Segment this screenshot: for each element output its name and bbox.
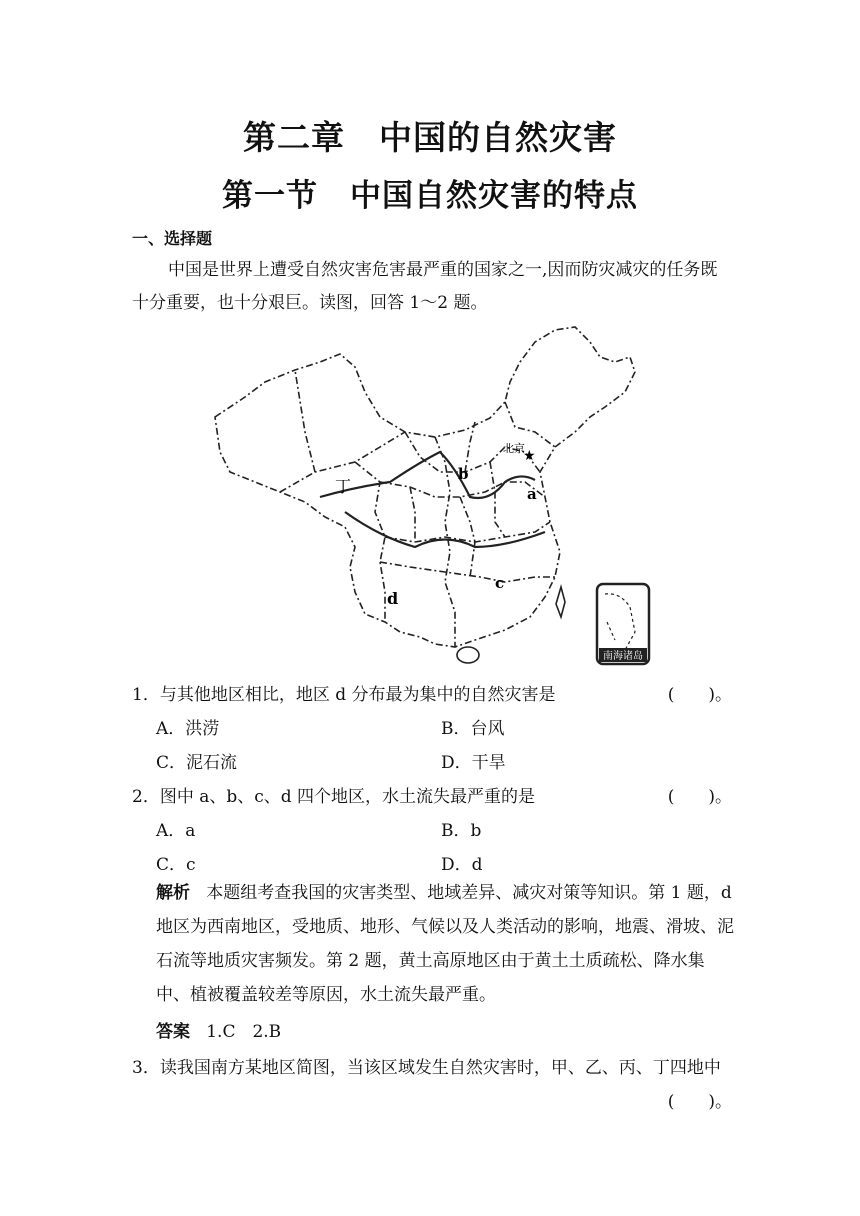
question-3-number: 3．	[132, 1058, 160, 1078]
analysis-block	[156, 876, 734, 1012]
country-border	[215, 327, 635, 647]
label-b: b	[458, 465, 469, 483]
question-2	[132, 782, 732, 807]
question-2-text: 图中 a、b、c、d 四个地区，水土流失最严重的是	[159, 787, 536, 807]
intro-paragraph: 中国是世界上遭受自然灾害危害最严重的国家之一,因而防灾减灾的任务既十分重要，也十分艰巨。读图，回答 1～2 题。	[132, 260, 718, 313]
beijing-star-icon: ★	[523, 448, 536, 464]
label-c: c	[495, 574, 505, 592]
chapter-title: 第二章 中国的自然灾害	[243, 118, 617, 157]
question-3-paren-line	[132, 1087, 732, 1112]
question-3-paren: ( )。	[667, 1092, 732, 1112]
answer-text: 1.C 2.B	[206, 1022, 282, 1042]
answer-block	[156, 1017, 281, 1042]
question-2-number: 2．	[132, 787, 160, 807]
south-china-sea-inset	[597, 584, 649, 664]
question-1-paren: ( )。	[667, 685, 732, 705]
question-1-number: 1．	[132, 685, 160, 705]
question-2-paren: ( )。	[667, 787, 732, 807]
inset-label: 南海诸岛	[603, 651, 643, 662]
q1-option-a: A．洪涝	[156, 719, 220, 739]
question-3	[132, 1053, 732, 1078]
question-1	[132, 680, 732, 705]
label-ding: 丁	[335, 477, 352, 496]
question-1-text: 与其他地区相比，地区 d 分布最为集中的自然灾害是	[159, 685, 556, 705]
analysis-text: 本题组考查我国的灾害类型、地域差异、减灾对策等知识。第 1 题，d 地区为西南地区，受地质、地形、气候以及人类活动的影响，地震、滑坡、泥石流等地质灾害频发。第 2 题，黄土高原地区由于黄土土质疏松、降水集中、植被覆盖较差等原因，水土流失最严重。	[156, 883, 734, 1005]
answer-label: 答案	[156, 1022, 190, 1042]
question-3-text: 读我国南方某地区简图，当该区域发生自然灾害时，甲、乙、丙、丁四地中	[159, 1058, 721, 1078]
section-heading: 一、选择题	[132, 229, 213, 248]
beijing-label: 北京	[503, 442, 525, 455]
section-title: 第一节 中国自然灾害的特点	[222, 178, 638, 214]
china-map	[205, 322, 660, 667]
q1-option-c: C．泥石流	[156, 753, 238, 773]
label-d: d	[387, 589, 399, 608]
q2-option-b: B．b	[441, 821, 482, 841]
label-a: a	[527, 485, 537, 503]
analysis-label: 解析	[156, 883, 190, 903]
q2-option-c: C．c	[156, 855, 196, 875]
q1-option-d: D．干旱	[441, 753, 506, 773]
q2-option-a: A．a	[156, 821, 196, 841]
q2-option-d: D．d	[441, 855, 483, 875]
q1-option-b: B．台风	[441, 719, 505, 739]
